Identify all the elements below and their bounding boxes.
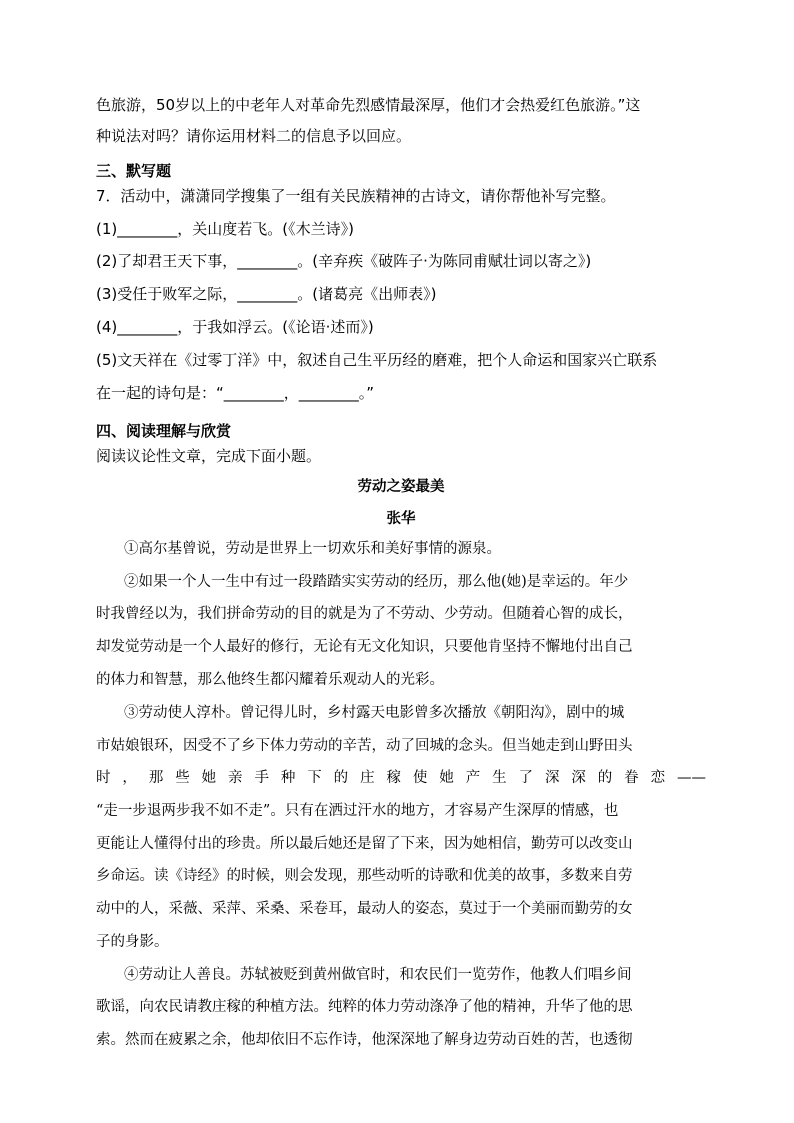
article-line: 时我曾经以为，我们拼命劳动的目的就是为了不劳动、少劳动。但随着心智的成长， — [96, 606, 633, 622]
article-line: ②如果一个人一生中有过一段踏踏实实劳动的经历，那么他(她)是幸运的。年少 — [124, 574, 629, 590]
dictation-item-3: (3)受任于败军之际，________。(诸葛亮《出师表》) — [96, 285, 437, 303]
article-line: 时，那些她亲手种下的庄稼使她产生了深深的眷恋—— — [96, 770, 706, 786]
article-line: 的体力和智慧，那么他终生都闪耀着乐观动人的光彩。 — [96, 672, 444, 688]
article-line: 歌谣，向农民请教庄稼的种植方法。纯粹的体力劳动涤净了他的精神，升华了他的思 — [96, 999, 633, 1015]
dictation-item-5-line-2: 在一起的诗句是：“________，________。” — [96, 384, 375, 402]
dictation-item-4: (4)________，于我如浮云。(《论语·述而》) — [96, 318, 374, 336]
question-continuation-line-1: 色旅游，50岁以上的中老年人对革命先烈感情最深厚，他们才会热爱红色旅游。”这 — [96, 96, 641, 114]
article-line: 动中的人，采薇、采萍、采桑、采卷耳，最动人的姿态，莫过于一个美丽而勤劳的女 — [96, 901, 633, 917]
question-continuation-line-2: 种说法对吗？请你运用材料二的信息予以回应。 — [96, 127, 412, 145]
dictation-item-2: (2)了却君王天下事，________。(辛弃疾《破阵子·为陈同甫赋壮词以寄之》) — [96, 252, 592, 270]
article-line: ③劳动使人淳朴。曾记得儿时，乡村露天电影曾多次播放《朝阳沟》，剧中的城 — [124, 705, 625, 721]
article-author: 张华 — [386, 510, 416, 527]
article-line: 乡命运。读《诗经》的时候，则会发现，那些动听的诗歌和优美的故事，多数来自劳 — [96, 868, 633, 884]
article-line: 子的身影。 — [96, 934, 169, 950]
section-heading-dictation: 三、默写题 — [96, 162, 172, 180]
article-line: 却发觉劳动是一个人最好的修行，无论有无文化知识，只要他肯坚持不懈地付出自己 — [96, 639, 633, 655]
article-line: 索。然而在疲累之余，他却依旧不忘作诗，他深深地了解身边劳动百姓的苦，也透彻 — [96, 1032, 633, 1048]
article-title: 劳动之姿最美 — [357, 478, 445, 495]
article-line: ④劳动让人善良。苏轼被贬到黄州做官时，和农民们一览劳作，他教人们唱乡间 — [124, 967, 632, 983]
article-line: 更能让人懂得付出的珍贵。所以最后她还是留了下来，因为她相信，勤劳可以改变山 — [96, 836, 633, 852]
article-line: “走一步退两步我不如不走”。只有在洒过汗水的地方，才容易产生深厚的情感，也 — [96, 803, 619, 819]
reading-intro: 阅读议论性文章，完成下面小题。 — [96, 447, 322, 465]
article-line: 市姑娘银环，因受不了乡下体力劳动的辛苦，动了回城的念头。但当她走到山野田头 — [96, 738, 633, 754]
article-line: ①高尔基曾说，劳动是世界上一切欢乐和美好事情的源泉。 — [124, 541, 501, 557]
section-heading-reading: 四、阅读理解与欣赏 — [96, 422, 232, 440]
question-7-intro: 7．活动中，潇潇同学搜集了一组有关民族精神的古诗文，请你帮他补写完整。 — [96, 187, 616, 205]
dictation-item-1: (1)________，关山度若飞。(《木兰诗》) — [96, 220, 354, 238]
dictation-item-5-line-1: (5)文天祥在《过零丁洋》中，叙述自己生平历经的磨难，把个人命运和国家兴亡联系 — [96, 351, 658, 369]
